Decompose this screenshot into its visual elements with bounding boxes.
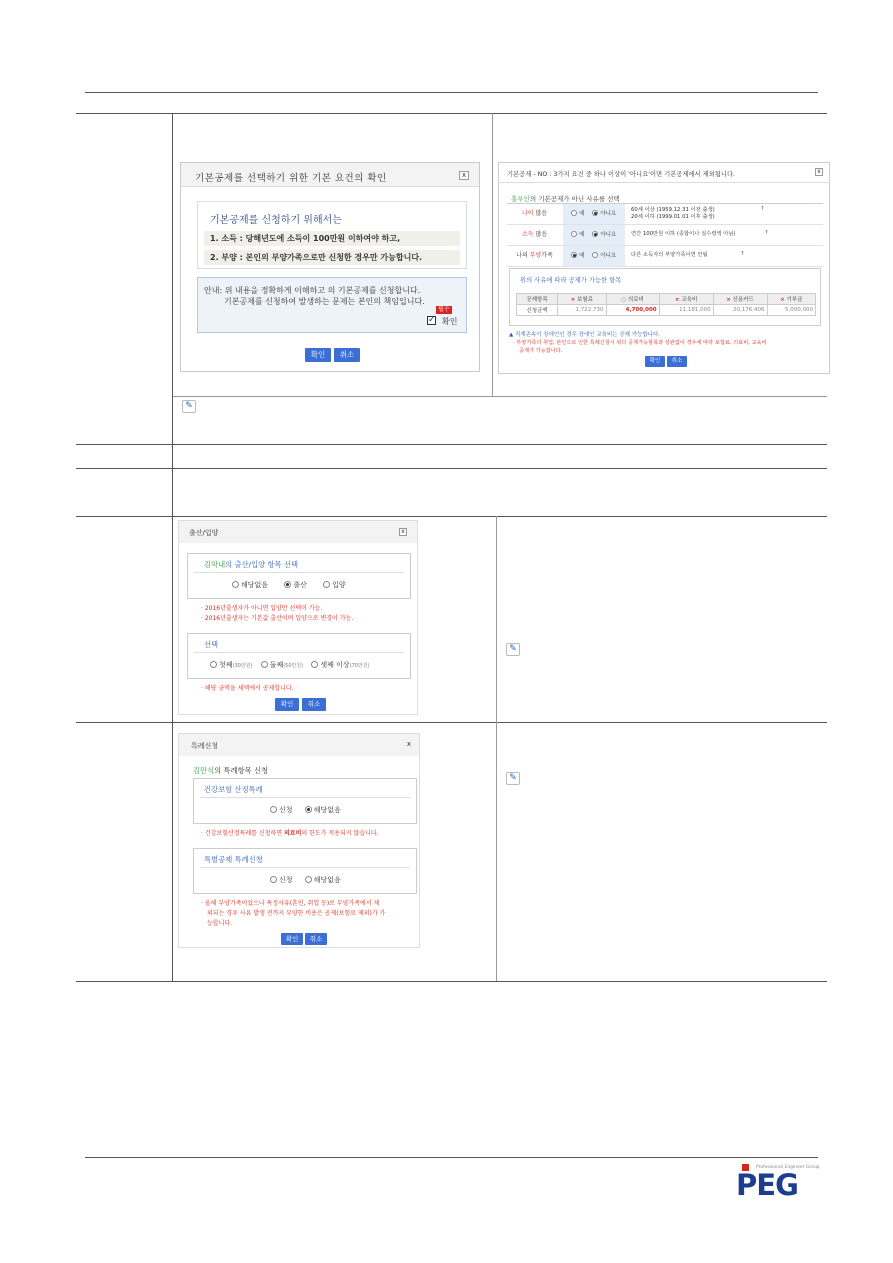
reason-label [507,204,562,224]
cancel-button[interactable]: 취소 [305,933,327,945]
option-label: 예 [579,211,585,217]
edit-pencil-icon[interactable]: ✎ [182,400,196,413]
confirm-checkbox-label: 확인 [442,317,458,326]
radio-icon [571,210,577,216]
confirm-button[interactable]: 확인 [645,356,665,367]
note-emphasis: 의료비 [283,830,302,837]
dialog-header [181,163,479,187]
x-mark-icon: × [570,297,576,303]
child-order-section [187,633,411,679]
table-header-row [517,294,816,305]
table-row-border [76,516,827,517]
header-text: 기부금 [786,297,803,303]
option-label: 해당없음 [241,581,269,589]
note-text: · 건강보험산정특례를 신청하면 [201,830,284,837]
note-disabled-education: ▲ 직계존속이 장애인인 경우 장애인 교육비는 공제 가능합니다. [509,332,661,338]
option-label: 예 [579,253,585,259]
radio-selected-icon [305,806,312,813]
option-first[interactable] [210,661,252,669]
header-rule [85,92,818,93]
table-cell: 11,181,000 [659,305,713,316]
option-label: 셋째 이상 [320,661,350,669]
description-line: 60세 이상 (1959.12.31 이전 출생) [631,207,715,213]
reason-label [507,246,562,266]
option-apply[interactable] [270,876,293,884]
special-case-heading [193,766,268,776]
radio-selected-icon [592,210,598,216]
option-label: 해당없음 [313,806,341,814]
birth-adoption-options [232,580,346,590]
note-tax-credit: · 해당 금액을 세액에서 공제합니다. [201,685,294,692]
notice-line-2: 기본공제를 신청하여 발생하는 문제는 본인의 책임입니다. [224,297,425,306]
option-label: 첫째 [219,661,233,669]
section-title-text: 의 출산/입양 항목 선택 [225,560,299,569]
option-yes[interactable] [571,232,584,238]
confirm-checkbox[interactable]: ✓ [428,315,436,325]
section-title [204,560,298,570]
option-amount: (30만원) [232,663,253,669]
note-medical-limit [201,828,379,837]
table-cell: 20,176,406 [713,305,767,316]
table-column-divider [172,113,173,981]
person-name: 김만식 [193,766,215,775]
notice-line-1: 안내: 위 내용을 정확하게 이해하고 의 기본공제를 신청합니다. [204,286,421,295]
basic-deduction-requirement-dialog [180,162,480,372]
x-mark-icon: × [780,297,785,303]
header-text: 공제항목 [526,297,548,303]
basic-deduction-no-dialog [498,162,830,374]
confirm-button[interactable]: 확인 [305,348,331,362]
header-text: 보험료 [577,297,593,303]
radio-icon [270,876,277,883]
x-mark-icon: × [726,297,731,303]
label-text: 많음 [533,231,548,238]
radio-icon [305,876,312,883]
option-birth[interactable] [284,581,307,589]
note-adoption-only: · 2016년출생자가 아니면 입양만 선택이 가능. [201,605,323,612]
logo-tagline: Professional Engineer Group [756,1165,820,1170]
reason-description [631,231,736,238]
requirement-income: 1. 소득 : 당해년도에 소득이 100만원 이하여야 하고, [204,231,460,246]
option-label: 아니요 [600,211,617,217]
radio-icon [270,806,277,813]
option-no[interactable] [592,253,616,259]
person-name: 홍부인 [511,195,530,203]
radio-selected-icon [571,252,577,258]
table-header-cell [606,294,659,305]
note-dependent-change-2: 외되는 경우 사유 발생 전까지 부양한 비용은 공제(보험료 제외)가 가 [207,910,386,917]
description-line: 다른 소득자의 부양가족이면 안됨 [631,252,708,258]
label-text: 가족 [541,252,553,259]
section-title: 건강보험 산정특례 [204,785,263,794]
option-label: 해당없음 [313,876,341,884]
dialog-title: 기본공제를 선택하기 위한 기본 요건의 확인 [195,173,387,184]
radio-icon [311,661,318,668]
close-icon[interactable]: x [815,168,823,176]
description-line: 20세 이하 (1999.01.01 이후 출생) [631,214,715,220]
close-icon[interactable]: x [399,528,407,536]
option-not-applicable[interactable] [305,876,341,884]
table-header-cell [558,294,606,305]
possible-items-title: 위의 사유에 따라 공제가 가능한 항목 [520,277,622,284]
reason-row [507,225,823,246]
option-label: 입양 [332,581,346,589]
note-dependent-change-1: · 올해 부양가족이었으나 특정사유(혼인, 취업 등)로 부양가족에서 제 [201,900,380,907]
dialog-header [499,163,829,183]
note-text: 의 한도가 적용되지 않습니다. [301,830,379,837]
table-cell: 5,000,000 [767,305,815,316]
possible-items-panel [509,268,821,326]
section-divider [194,652,404,653]
check-circle-icon: ○ [621,297,627,303]
section-divider [194,572,404,573]
option-amount: (70만원) [349,663,370,669]
section-divider [200,797,410,798]
peg-logo [734,1162,820,1202]
table-bottom-border [76,981,827,982]
help-icon[interactable]: ? [741,251,744,257]
birth-adoption-section [187,553,411,599]
confirm-button[interactable]: 확인 [275,698,299,711]
close-icon[interactable]: x [459,171,469,180]
requirement-panel [197,201,467,269]
person-name: 김막내 [204,560,226,569]
radio-icon [232,581,239,588]
table-row-border [76,468,827,469]
radio-icon [592,252,598,258]
reason-label [507,225,562,245]
note-special-case-2: 공제가 가능합니다. [519,348,563,354]
heading-text: 의 특례항목 신청 [214,766,269,775]
birth-adoption-dialog [178,520,418,715]
child-order-options [210,660,370,670]
reason-options [563,204,625,224]
label-text: 많음 [533,210,548,217]
help-icon[interactable]: ? [765,230,768,236]
special-deduction-options [270,875,341,885]
cancel-button[interactable]: 취소 [667,356,687,367]
table-row-border [76,722,827,723]
option-adoption[interactable] [323,581,346,589]
cell-divider [496,516,497,981]
health-insurance-section [193,778,417,824]
table-top-border [76,113,827,114]
reason-rows [507,203,823,267]
dialog-title: 출산/입양 [189,529,219,537]
option-yes[interactable] [571,253,584,259]
table-row-label: 신청금액 [517,305,558,316]
radio-icon [571,231,577,237]
special-case-dialog [178,733,420,948]
table-header-cell [713,294,767,305]
label-emphasis: 부양 [529,252,542,259]
dialog-title: 특례신청 [191,742,219,750]
option-yes[interactable] [571,211,584,217]
radio-selected-icon [592,231,598,237]
footer-rule [85,1157,818,1158]
confirm-button[interactable]: 확인 [281,933,303,945]
dialog-header [179,734,419,756]
section-title: 선택 [204,640,219,649]
subtitle-text: 의 기본공제가 아닌 사유를 선택 [529,195,620,203]
option-apply[interactable] [270,806,293,814]
note-birth-default: · 2016년출생자는 기본값 출산이며 입양으로 변경이 가능. [201,615,354,622]
option-label: 신청 [279,876,293,884]
note-dependent-change-3: 능합니다. [207,920,233,927]
reason-row [507,246,823,267]
option-label: 둘째 [269,661,284,669]
table-cell: 4,700,000 [606,305,659,316]
option-no[interactable] [592,211,616,217]
special-deduction-section [193,848,417,894]
requirement-heading: 기본공제를 신청하기 위해서는 [210,215,342,226]
option-amount: (50만원) [283,663,304,669]
table-row-border [76,444,827,445]
radio-icon [261,661,268,668]
section-divider [200,867,410,868]
option-third-or-more[interactable] [311,661,369,669]
cell-divider [492,113,493,396]
close-icon[interactable]: x [406,740,411,748]
header-text: 신용카드 [732,297,754,303]
reason-options [563,246,625,266]
note-special-case-1: · 부양가족의 취업, 본인으로 인한 특례신청시 위의 공제가능항목과 상관없이 경우에 따라 보험료, 의료비, 교육비 [513,340,767,346]
table-cell: 1,722,730 [558,305,606,316]
option-no[interactable] [592,232,616,238]
section-title: 특별공제 특례신청 [204,855,263,864]
table-row [517,305,816,316]
requirement-dependent: 2. 부양 : 본인의 부양가족으로만 신청한 경우만 가능합니다. [204,250,460,265]
cell-divider [172,396,827,397]
reason-subtitle [511,194,620,203]
x-mark-icon: × [674,297,680,303]
label-emphasis: 나이 [521,210,534,217]
table-header-cell [767,294,815,305]
edit-pencil-icon[interactable]: ✎ [506,772,520,785]
reason-row [507,204,823,225]
label-text: 나의 [516,252,530,259]
option-second[interactable] [261,661,303,669]
dialog-title: 기본공제 - NO : 3가지 요건 중 하나 이상이 '아니요'이면 기본공제에서 제외됩니다. [507,171,736,178]
option-label: 아니요 [600,232,617,238]
logo-text: PEG [736,1168,798,1202]
option-label: 아니요 [600,253,617,259]
option-label: 출산 [293,581,307,589]
reason-description [631,207,715,221]
table-header-label [517,294,558,305]
edit-pencil-icon[interactable]: ✎ [506,643,520,656]
cancel-button[interactable]: 취소 [334,348,360,362]
table-header-cell [659,294,713,305]
option-not-applicable[interactable] [305,806,341,814]
label-emphasis: 소득 [521,231,534,238]
reason-description [631,252,708,259]
header-text: 의료비 [627,297,644,303]
radio-icon [323,581,330,588]
header-text: 교육비 [681,297,698,303]
help-icon[interactable]: ? [761,206,764,212]
option-none[interactable] [232,581,268,589]
notice-panel [197,277,467,333]
radio-selected-icon [284,581,291,588]
option-label: 예 [579,232,585,238]
option-label: 신청 [279,806,293,814]
possible-items-table [516,293,816,316]
dialog-header [179,521,417,543]
cancel-button[interactable]: 취소 [302,698,326,711]
radio-icon [210,661,217,668]
description-line: 연간 100만원 이하 (종합이나 실수령액 아님) [631,231,736,237]
required-badge: 필수 [438,306,450,313]
reason-options [563,225,625,245]
health-insurance-options [270,805,341,815]
